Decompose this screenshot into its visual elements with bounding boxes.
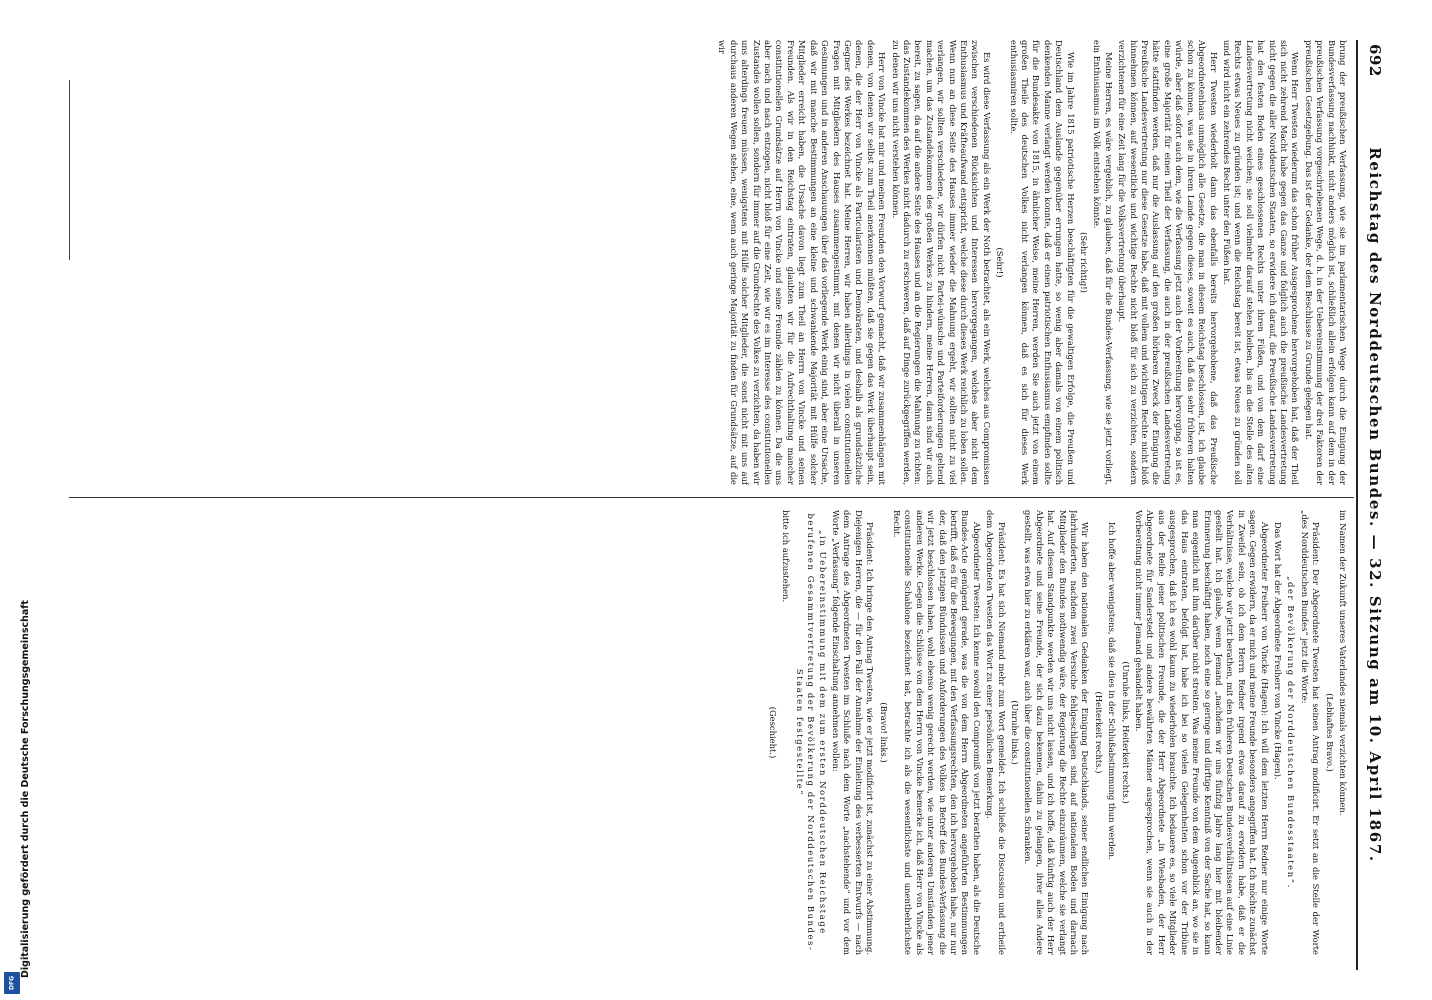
paragraph: Präsident: Es hat sich Niemand mehr zum Wort gemeldet. Ich schließe die Discussion und ertheile dem Abgeordneten Twesten das Wort zu einer persönlichen Bemerkung. bbox=[985, 510, 1007, 955]
left-column bbox=[78, 40, 1348, 485]
interjection: (Geschieht.) bbox=[767, 706, 778, 759]
paragraph: Wir haben den nationalen Gedanken der Einigung Deutschlands, seiner endlichen Einigung nach Jahrhunderten, nachdem zwei Versuche fehlgeschlagen sind, auf nationalem Boden und darnach Mitglieder den Bundes nothwendig wäre, der Regierung die Rechte einzuräumen, welche sie verlangt hat. Auf diesem Standpunkte werden wir uns nicht lassen, und ich hoffe, daß künftig auch der Herr Abgeordnete und seine Freunde, der sich dazu bekennen, dahin zu gelangen, ihrer alles Andere gestellt, was etwa hier zu erklären war, auch über die constitutionellen Schranken. bbox=[1023, 510, 1091, 955]
dfg-logo-icon: DFG bbox=[4, 972, 20, 994]
quoted-amendment: „in Uebereinstimmung mit dem zum ersten Norddeutschen Reichstage berufenen Gesammtvertretung der Bevölkerung der Norddeutschen Bundes-Staaten festgestellte“ bbox=[794, 513, 828, 952]
interjection: (Unruhe links.) bbox=[1010, 700, 1021, 765]
interjection: (Heiterkeit rechts.) bbox=[1093, 691, 1104, 774]
paragraph: Das Wort hat der Abgeordnete Freiherr von Vincke (Hagen). bbox=[1272, 522, 1283, 780]
paragraph: Präsident: Ich bringe den Antrag Twesten, wie er jetzt modificirt ist, zunächst zu einer Abstimmung. Diejenigen Herren, die — für den Fall der Annahme der Einleitung des verbesserten Entwurfs — nach dem Antrage des Abgeordneten Twesten im Schluße nach dem Worte „nachstehende“ und vor dem Worte „Verfassung“ folgende Einschaltung annehmen wollen: bbox=[830, 510, 876, 955]
paragraph: Wenn Herr Twesten wiederum das schon früher Ausgesprochene hervorgehoben hat, daß der Theil sich nicht zehrend Macht habe gegen das Ganze und folglich auch die preußische Landesvertretung nicht gegen die aller Norddeutschen Staaten, so erwidere ich darauf, die Preußische Landesvertretung hat den festen Boden eines geschlossenen Rechts unter ihren Füßen, und von dem darf eine Landesvertretung nicht weichen; sie soll vielmehr darauf stehen bleiben, bis an die Stelle des alten Rechts etwas Neues zu gründen ist; und wenn die Reichstag bereit ist, etwas Neues zu gründen soll und wird nicht ein zehrendes Recht unter den Füßen hat. bbox=[1221, 40, 1301, 485]
running-title: Reichstag des Norddeutschen Bundes. — 32. Sitzung am 10. April 1867. bbox=[1366, 147, 1384, 863]
page-header bbox=[1356, 40, 1388, 970]
interjection: (Lebhaftes Bravo.) bbox=[1324, 693, 1335, 772]
paragraph: Präsident: Der Abgeordnete Twesten hat seinen Antrag modificirt. Er setzt an die Stelle der Worte „des Norddeutschen Bundes“ jetzt die Worte: bbox=[1299, 510, 1322, 955]
interjection: (Unruhe links, Heiterkeit rechts.) bbox=[1120, 661, 1131, 804]
quoted-amendment: „der Bevölkerung der Norddeutschen Bundesstaaten“. bbox=[1286, 576, 1297, 889]
paragraph: Abgeordneter Twesten: Ich kenne sowohl den Compromiß von jetzt berathen haben, als die Deutsche Bundes-Acte genügend gerade, was die von dem Herrn Abgeordneten angeführten Bestimmungen betrifft, daß es für die Bewegungen, mit den Verfassungsrechten, den ich hervorgehoben habe, nur nur der, daß den jetzigen Bündnissen und Anforderungen des Volkes in Betreff des Bundes-Verfassung die wir jetzt beschlossen haben, wohl ebenso wenig gerecht werden, wie unter anderen Umständen jener anderen Werke. Gegen die Schlüsse von dem Herrn von Vincke bemerke ich, daß Herr von Vincke als constitutionelle Schablone bezeichnet hat, betrachte ich als die wesentlichste und unentbehrlichste Recht. bbox=[891, 510, 982, 955]
paragraph: Ich hoffe aber wenigstens, daß sie dies in der Schlußabstimmung thun werden. bbox=[1107, 522, 1118, 860]
paragraph: bitte ich aufzustehen. bbox=[781, 510, 792, 603]
footer-rule bbox=[69, 80, 70, 260]
column-divider bbox=[69, 497, 1354, 498]
paragraph: Es wird diese Verfassung als ein Werk der Noth betrachtet, als ein Werk, welches aus Compromissen zwischen verschiedenen Rücksichten und Interessen hervorgegangen, welches aber nicht dem Enthusiasmus und Kräfteaufwand entspricht, welche diese durch dieses Werk reichlich zu loben sollen. Wenn nun an diese Seite des Hauses immer wieder die Mahnung ergeht, wir sollten nicht zu viel verlangen, wir sollten verschiedene, wir dürfen nicht Partei-wünsche und Parteiforderungen geltend machen, um das Zustandekommen des großen Werkes zu hindern, meine Herren, dann sind wir auch bereit, zu sagen, da auf die andere Seite des Hauses und an die Regierungen die Mahnung zu richten: das Zustandekommen des Werkes nicht dadurch zu erschweren, daß auf Dinge zurückgegriffen werden, zu denen wir uns nicht verstehen können. bbox=[890, 40, 992, 485]
paragraph: Wie im Jahre 1815 patriotische Herzen beschäftigten für die gewaltigen Erfolge, die Preußen und Deutschland dem Auslande gegenüber errungen hatte, so wenig aber damals von einem politisch denkenden Manne verlangt werden konnte, daß er einen patriotischen Enthusiasmus empfinden sollte für die Bundesakte von 1815, in ähnlicher Weise, meine Herren, werden Sie auch jetzt von einem großen Theile des deutschen Volkes nicht verlangen können, daß es sich für dieses Werk enthusiasmiren sollte. bbox=[1008, 40, 1076, 485]
paragraph: Abgeordneter Freiherr von Vincke (Hagen): Ich will dem letzten Herrn Redner nur einige Worte sagen. Gegen erwidern, da er mich und meine Freunde besonders angegriffen hat. Ich möchte zunächst in Zweifel sein, ob ich dem Herrn Redner irgend etwas darauf zu erwidern habe, daß er die Verhältnisse, welche wir jetzt berathen, mit den früheren Deutschen Bundesverhältnissen auf eine Linie gestellt hat. Ich glaube, wenn Jemand „nachdem wir uns fünfzig Jahre lang hier mit bleibender Erinnerung beschäftigt haben, noch eine so geringe und dürftige Kenntniß von der Sache hat, so kann man eigentlich mit ihm darüber nicht streiten. Was meine Freunde von dem Augenblick an, wo sie in das Haus eintraten, befolgt hat, habe ich bei so vielen Gelegenheiten schon vor der Tribüne ausgesprochen, daß ich es wohl kaum zu wiederholen brauchte. Ich bedauere es, so viele Mitglieder aus der Reihe jener politischen Freunde, die der Herr Abgeordnete „in Wiesbaden, der Herr Abgeordnete für Sanderstedt und andere bewährten Männer ausgesprochen, wenn sie auch in der Vorbereitung nicht immer Jemand gehandelt haben. bbox=[1134, 510, 1270, 955]
interjection: (Bravo! links.) bbox=[878, 702, 889, 763]
interjection: (Sehr richtig!) bbox=[1079, 232, 1090, 293]
digitization-note: Digitalisierung gefördert durch die Deutsche Forschungsgemeinschaft bbox=[20, 600, 31, 978]
page-number: 692 bbox=[1366, 44, 1384, 77]
rotated-page-content bbox=[58, 40, 1388, 970]
paragraph: Herr Twesten wiederholt dann das ebenfalls bereits hervorgehobene, daß das Preußische Abgeordnetenhaus unmöglich alle Gesetze, die man in diesem Reichstag beschlossen, ist, ich glaube schon zu können, was sie in ihrem Lande gegen dieses, soweit es auch, daß das sehr früheren halten würde, aber daß sofort auch dem, wie die Verfassung jetzt auch der Vorbereitung hervorging, so ist es, eine große Majorität für einen Theil der Verfassung, die auch in der preußischen Landesvertretung hätte stattfinden werden, daß nur die Auslassung auf den großen hörbaren Zweck der Einigung die Preußische Landesvertretung nur diese Gesetze habe, daß mit vollem und wichtigen Rechte nicht bloß hinnehmen können, auf wesentliche und wichtige Rechte nicht bloß für sich zu verzichten, sondern verzichtenen für eine Zeit lang für die Volksvertretung überhaupt. bbox=[1117, 40, 1219, 485]
interjection: (Sehr!) bbox=[995, 247, 1006, 278]
paragraph: brung der preußischen Verfassung, wie sie im parlamentarischen Wege durch die Einigung der Bundesverfassung nachhinkt, nicht anders möglich ist, schließlich allein erfolgen kann auf dem in der preußischen Verfassung vorgeschriebenen Wege, d. h. in der Uebereinstimmung der drei Faktoren der preußischen Gesetzgebung. Das ist der Gedanke, der dem Beschlusse zu Grunde gelegen hat. bbox=[1303, 40, 1348, 485]
right-column bbox=[78, 510, 1348, 955]
digitization-sidebar bbox=[0, 0, 31, 1000]
paragraph: im Namen der Zukunft unseres Vaterlandes niemals verzichten können. bbox=[1338, 510, 1348, 816]
paragraph: Herr von Vincke hat mir und meinen Freunden den Vorwurf gemacht, daß wir zusammenhängen mit denen, von denen wir selbst zum Theil anerkennen müßten, daß sie gegen das Werk überhaupt sein, denen, die der Herr von Vincke als Particularisten und Demokraten, und deshalb als grundsätzliche Gegner des Werkes bezeichnet hat. Meine Herren, wir haben allerdings in vielen constitutionellen Fragen mit Mitgliedern des Hauses zusammengestimmt, mit denen wir nicht überall in unseren Gesinnungen und in anderen Anschauungen über das vorliegende Werk einig sind, aber eine Ursache, daß wir mit manche Bestimmungen an eine kleine und schwankende Majorität mit Hülfe solcher Mitglieder erreicht haben, die Ursache davon liegt zum Theil an Herrn von Vincke und seinen Freunden. Als wir in den Reichstag eintraten, glaubten wir für die Aufrechthaltung mancher constitutionellen Grundsätze auf Herrn von Vincke und seine Freunde zählen zu können. Da die uns aber nach und nach entzogen, nicht bloß für eine Zeit, wie wir es im Interesse des constitutionellen Zustandes wollen sollen, sondern für immer auf die Grundrechte des Volkes zu verzichten, da haben wir uns alterdings freuen müssen, wenigstens mit Hülfe solcher Mitglieder, die sonst nicht mit uns auf durchaus anderen Wegen stehen, eine, wenn auch geringe Majorität zu finden für Grundsätze, auf die wir bbox=[717, 40, 888, 485]
paragraph: Meine Herren, es wäre vergeblich, zu glauben, daß für die Bundes-Verfassung, wie sie jetzt vorliegt, ein Enthusiasmus im Volk entstehen könnte. bbox=[1092, 40, 1114, 485]
